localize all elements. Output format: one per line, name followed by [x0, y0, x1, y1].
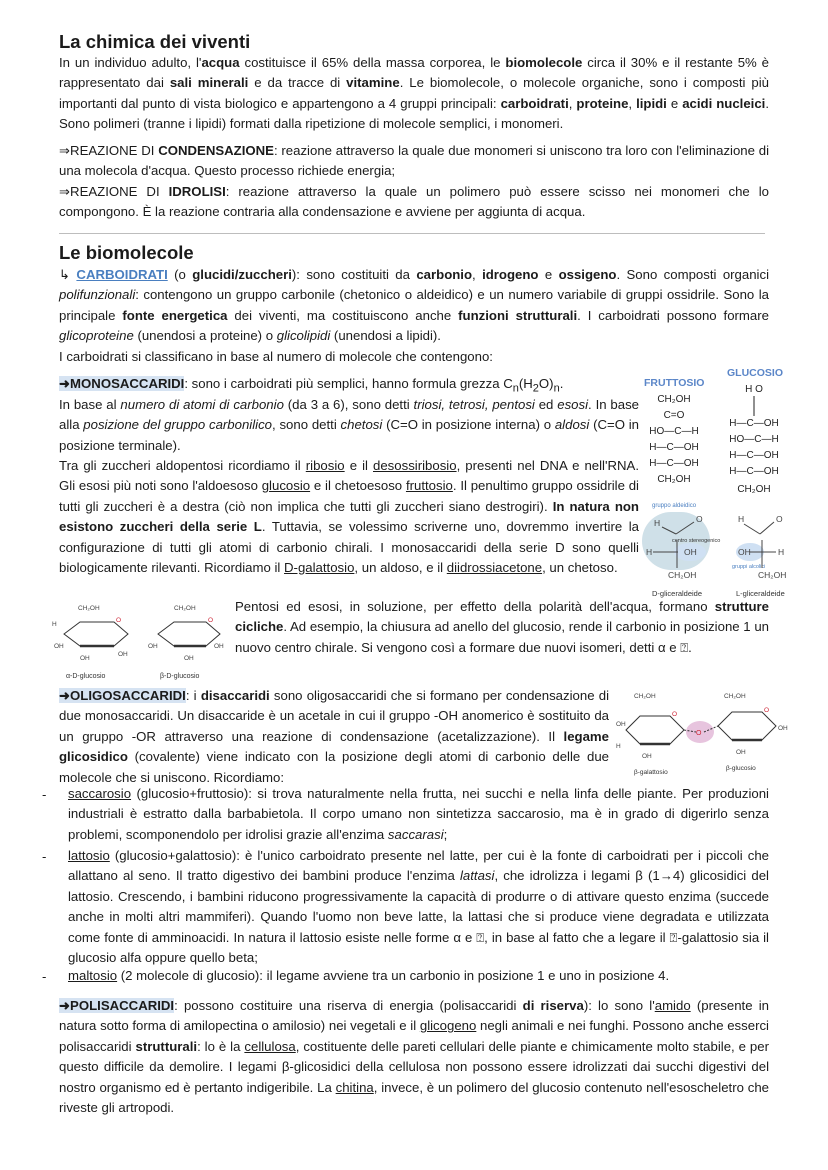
- text-segment: : reazione attraverso la quale due monomeri si uniscono tra loro con l'eliminazione di una molecola d'acqua. Questo processo richiede energia;: [59, 143, 769, 179]
- bullet-dash: -: [42, 969, 47, 984]
- beta-glucosio: [718, 693, 788, 772]
- l-gliceraldeide: [738, 514, 786, 580]
- text-segment: e: [666, 95, 683, 111]
- ring: [718, 712, 776, 740]
- glu-line: H—C—OH: [729, 418, 779, 429]
- text-segment: .: [559, 376, 564, 391]
- text-segment: 2: [532, 382, 539, 395]
- atom-ch2oh: CH₂OH: [724, 693, 746, 700]
- atom-ch2oh: CH₂OH: [174, 605, 196, 612]
- text-segment: biomolecole: [505, 55, 583, 70]
- fru-line: C=O: [663, 410, 685, 421]
- text-segment: (glucosio+fruttosio): si trova naturalmente nella frutta, nei succhi e nella linfa delle piante. Per produzioni industriali è estratto dalla barbabietola. Il corpo umano non sintetizza saccarosio, ma è in grado di digerirlo senza problemi, scomponendolo per idrolisi grazie all'enzima: [68, 786, 769, 842]
- text-segment: (presente in natura sotto forma di amilopectina o amilosio) nei vegetali e il: [59, 998, 769, 1034]
- text-segment: (C=O in posizione terminale).: [59, 417, 639, 453]
- text-segment: Pentosi ed esosi, in soluzione, per effetto della polarità dell'acqua, formano: [235, 599, 715, 614]
- text-segment: : sono i carboidrati più semplici, hanno formula grezza C: [184, 376, 513, 391]
- figure-gliceraldeide: [640, 500, 790, 600]
- atom-ch2oh: CH₂OH: [668, 570, 697, 580]
- text-segment: (unendosi a lipidi).: [330, 328, 441, 344]
- text-segment: carboidrati: [500, 95, 569, 111]
- text-segment: lattosio: [68, 848, 110, 863]
- atom-oh: OH: [616, 721, 626, 728]
- glu-line: HO—C—H: [729, 434, 779, 445]
- text-segment: strutture cicliche: [235, 599, 769, 635]
- text-segment: : possono costituire una riserva di energia (polisaccaridi: [174, 998, 523, 1013]
- glu-top: H O: [745, 384, 763, 395]
- atom-h: H: [738, 514, 745, 524]
- atom-h: H: [52, 621, 57, 628]
- text-segment: glucosio: [261, 478, 311, 494]
- text-segment: , costituente delle pareti cellulari delle piante e chimicamente molto stabile, e per questo difficile da demolire. I legami β-glicosidici della cellulosa non possono essere idrolizzati dai succhi digestivi del nostro organismo ed è pertanto indigeribile. La: [59, 1038, 769, 1095]
- text-segment: In natura non esistono zuccheri della serie L: [59, 498, 639, 535]
- fru-line: HO—C—H: [649, 426, 699, 437]
- paragraph-carboidrati: [59, 265, 769, 347]
- text-segment: dei viventi, ma costituiscono anche: [227, 307, 459, 323]
- text-segment: . Le biomolecole, o molecole organiche, sono i composti più importanti dal punto di vista biologico e appartengono a 4 gruppi principali:: [59, 75, 770, 111]
- text-segment: ribosio: [305, 458, 345, 473]
- text-segment: , che idrolizza i legami β (1→4) glicosidici del lattosio. Crescendo, i bambini riducono progressivamente la capacità di produrre o di attivare questo enzima (succede anche in molti altri mammiferi). Quando l'uomo non beve latte, la lattasi che si produce viene degradata e utilizzata come fonte di amminoacidi. In natura il lattosio esiste nelle forme α e ⍰, in base al fatto che a legare il ⍰-galattosio sia il glucosio alfa oppure quello beta;: [68, 868, 769, 966]
- text-segment: (covalente) viene indicato con la posizione degli atomi di carbonio delle due molecole che si uniscono. Ricordiamo:: [59, 749, 609, 785]
- heading-biomolecole: Le biomolecole: [59, 242, 194, 263]
- atom-oh: OH: [738, 547, 751, 557]
- text-segment: : i: [185, 688, 201, 703]
- atom-oh: OH: [184, 655, 194, 662]
- atom-h: H: [778, 547, 785, 557]
- text-segment: (2 molecole di glucosio): il legame avviene tra un carbonio in posizione 1 e uno in posizione 4.: [117, 968, 670, 983]
- paragraph-intro: [59, 53, 769, 135]
- atom-oh: OH: [80, 655, 90, 662]
- label-l-gliceraldeide: L-gliceraldeide: [736, 589, 785, 598]
- ring: [64, 622, 128, 646]
- text-segment: circa il 30% e il restante 5% è rappresentato dai: [59, 55, 770, 91]
- text-segment: , sono detti: [272, 417, 341, 433]
- text-segment: ): sono costituiti da: [291, 267, 417, 282]
- text-segment: carbonio: [416, 267, 473, 282]
- text-segment: ossigeno: [558, 267, 617, 282]
- text-segment: acidi nucleici: [682, 95, 766, 111]
- beta-galattosio: [616, 693, 684, 776]
- text-segment: acqua: [201, 55, 240, 70]
- text-segment: ed: [534, 397, 558, 412]
- note-aldeidico: gruppo aldeidico: [652, 503, 697, 509]
- text-segment: vitamine: [346, 75, 400, 91]
- text-segment: e da tracce di: [248, 75, 347, 91]
- text-segment: lipidi: [636, 95, 667, 111]
- text-segment: idrogeno: [482, 267, 539, 282]
- bond: [744, 524, 760, 534]
- text-segment: strutturali: [135, 1038, 198, 1054]
- text-segment: In un individuo adulto, l': [59, 55, 202, 70]
- glu-line: H—C—OH: [729, 450, 779, 461]
- text-segment: (glucosio+galattosio): è l'unico carboidrato presente nel latte, per cui è la fonte di carboidrati per i piccoli che allattano al seno. Il tratto digestivo dei bambini produce l'enzima: [68, 848, 769, 884]
- list-item-maltosio: [68, 966, 769, 986]
- text-segment: (o: [167, 267, 193, 282]
- section-divider: [59, 233, 765, 234]
- text-segment: triosi, tetrosi, pentosi: [413, 397, 535, 412]
- fruttosio-structure: [649, 394, 698, 485]
- text-segment: aldosi: [554, 417, 590, 433]
- text-segment: ➜OLIGOSACCARIDI: [59, 688, 186, 703]
- text-segment: (H: [518, 376, 533, 391]
- atom-ch2oh: CH₂OH: [634, 693, 656, 700]
- text-segment: chitina: [335, 1079, 374, 1095]
- atom-o: O: [776, 514, 783, 524]
- text-segment: desossiribosio: [373, 458, 457, 473]
- heading-chimica-viventi: La chimica dei viventi: [59, 31, 251, 52]
- text-segment: glicogeno: [419, 1018, 477, 1034]
- figure-lattosio: [612, 686, 790, 778]
- text-segment: costituisce il 65% della massa corporea, le: [239, 55, 506, 70]
- text-segment: ,: [628, 95, 637, 111]
- text-segment: chetosi: [340, 417, 383, 433]
- text-segment: amido: [654, 998, 691, 1013]
- text-segment: e il chetoesoso: [310, 478, 406, 494]
- list-item-lattosio: [68, 846, 769, 968]
- text-segment: (da 3 a 6), sono detti: [283, 397, 414, 412]
- label-beta-glucosio: β-glucosio: [726, 765, 756, 772]
- beta-d-glucosio: [148, 605, 224, 680]
- paragraph-oligosaccaridi: [59, 686, 609, 788]
- alpha-d-glucosio: [52, 605, 128, 680]
- text-segment: glucidi/zuccheri: [192, 267, 292, 282]
- text-segment: fruttosio: [405, 478, 453, 494]
- text-segment: glicoproteine: [59, 328, 134, 344]
- text-segment: e il: [344, 458, 373, 473]
- text-segment: . Il penultimo gruppo ossidrile di tutti gli zuccheri è a destra (ciò non implica che tutti gli zuccheri siano destrogiri).: [59, 478, 639, 514]
- paragraph-classify: I carboidrati si classificano in base al numero di molecole che contengono:: [59, 349, 493, 364]
- atom-oh: OH: [148, 643, 158, 650]
- atom-oh: OH: [54, 643, 64, 650]
- text-segment: polifunzionali: [59, 287, 136, 303]
- text-segment: glicolipidi: [276, 328, 331, 344]
- atom-oh: OH: [778, 725, 788, 732]
- atom-oh: OH: [642, 753, 652, 760]
- text-segment: (unendosi a proteine) o: [133, 328, 277, 344]
- text-segment: e: [538, 267, 559, 282]
- atom-o: O: [764, 707, 770, 714]
- text-segment: ): lo sono l': [583, 998, 655, 1013]
- fru-line: H—C—OH: [649, 458, 699, 469]
- text-segment: , un aldoso, e il: [354, 560, 447, 576]
- text-segment: Tra gli zuccheri aldopentosi ricordiamo il: [59, 458, 306, 473]
- text-segment: fonte energetica: [122, 307, 228, 323]
- text-segment: ;: [443, 826, 448, 842]
- text-segment: n: [512, 382, 519, 395]
- text-segment: D-galattosio: [284, 560, 355, 576]
- bullet-dash: -: [42, 849, 47, 864]
- text-segment: . I carboidrati possono formare: [577, 307, 769, 323]
- atom-o: O: [672, 711, 678, 718]
- bond: [760, 522, 774, 534]
- label-beta-galattosio: β-galattosio: [634, 769, 668, 776]
- atom-oh: OH: [214, 643, 224, 650]
- text-segment: . Sono composti organici: [616, 267, 769, 282]
- atom-h: H: [616, 743, 621, 750]
- ring: [158, 622, 220, 646]
- text-segment: ,: [472, 267, 483, 282]
- label-glucosio: GLUCOSIO: [727, 367, 784, 379]
- atom-ch2oh: CH₂OH: [758, 570, 787, 580]
- text-segment: . Tuttavia, se volessimo scriverne uno, dovremmo invertire la configurazione di tutti gli atomi di carbonio chirali. I monosaccaridi della serie D sono quelli biologicamente rilevanti. Ricordiamo il: [59, 519, 639, 576]
- atom-o: O: [696, 514, 703, 524]
- ring: [626, 716, 684, 744]
- atom-oh: OH: [684, 547, 697, 557]
- bullet-dash: -: [42, 787, 47, 802]
- atom-o: O: [116, 617, 122, 624]
- text-segment: , un chetoso.: [542, 560, 618, 576]
- text-segment: proteine: [576, 95, 629, 111]
- text-segment: n: [553, 382, 560, 395]
- text-segment: O): [538, 376, 554, 391]
- text-segment: saccarosio: [68, 786, 132, 801]
- text-segment: (C=O in posizione interna) o: [382, 417, 555, 433]
- atom-o-bridge: O: [696, 730, 702, 737]
- label-alpha-d-glucosio: α-D-glucosio: [66, 673, 106, 680]
- text-segment: maltosio: [68, 968, 118, 983]
- text-segment: esosi: [557, 397, 589, 412]
- text-segment: ↳: [59, 267, 77, 282]
- fru-line: CH₂OH: [657, 474, 691, 485]
- text-segment: ,: [568, 95, 577, 111]
- paragraph-monosaccaridi-carbon: [59, 395, 639, 456]
- text-segment: disaccaridi: [200, 688, 270, 703]
- atom-o: O: [208, 617, 214, 624]
- figure-haworth-glucose: [50, 600, 230, 684]
- text-segment: CARBOIDRATI: [76, 267, 168, 282]
- text-segment: : lo è la: [197, 1038, 245, 1054]
- text-segment: cellulosa: [244, 1038, 296, 1054]
- text-segment: funzioni strutturali: [458, 307, 578, 323]
- text-segment: . In base alla: [59, 397, 640, 433]
- paragraph-cyclic: [235, 597, 769, 658]
- text-segment: ⇒REAZIONE DI: [59, 143, 159, 158]
- text-segment: di riserva: [522, 998, 584, 1013]
- text-segment: ➜POLISACCARIDI: [59, 998, 175, 1013]
- atom-oh: OH: [118, 651, 128, 658]
- text-segment: In base al: [59, 397, 121, 412]
- paragraph-hydrolysis: [59, 182, 769, 223]
- label-d-gliceraldeide: D-gliceraldeide: [652, 589, 703, 598]
- text-segment: posizione del gruppo carbonilico: [83, 417, 273, 433]
- text-segment: , presenti nel DNA e nell'RNA. Gli esosi più noti sono l'aldoesoso: [59, 458, 640, 494]
- text-segment: numero di atomi di carbonio: [120, 397, 284, 412]
- figure-fischer-projections: [638, 364, 788, 499]
- text-segment: saccarasi: [387, 826, 444, 842]
- paragraph-polisaccaridi: [59, 996, 769, 1118]
- text-segment: : contengono un gruppo carbonile (chetonico o aldeidico) e un numero variabile di gruppi ossidrile. Sono la principale: [59, 287, 769, 323]
- text-segment: CONDENSAZIONE: [158, 143, 274, 158]
- label-fruttosio: FRUTTOSIO: [644, 377, 705, 389]
- text-segment: . Ad esempio, la chiusura ad anello del glucosio, rende il carbonio in posizione 1 un nuovo centro chirale. Si vengono così a formare due nuovi isomeri, detti α e ⍰.: [235, 619, 769, 655]
- text-segment: sono oligosaccaridi che si formano per condensazione di due monosaccaridi. Un disaccaride è un acetale in cui il gruppo -OH anomerico è sostituito da un gruppo -OR attraverso una reazione di condensazione (acetalizzazione). Il: [59, 688, 610, 744]
- note-alcolici: gruppi alcolici: [732, 564, 766, 570]
- text-segment: lattasi: [459, 868, 495, 884]
- glu-line: CH₂OH: [737, 484, 771, 495]
- list-item-saccarosio: [68, 784, 769, 845]
- glu-line: H—C—OH: [729, 466, 779, 477]
- paragraph-condensation: [59, 141, 769, 182]
- glucosio-structure: [729, 384, 778, 495]
- atom-oh: OH: [736, 749, 746, 756]
- fru-line: H—C—OH: [649, 442, 699, 453]
- text-segment: diidrossiacetone: [446, 560, 543, 576]
- label-beta-d-glucosio: β-D-glucosio: [160, 673, 200, 680]
- paragraph-monosaccaridi-details: [59, 456, 639, 578]
- atom-h: H: [654, 518, 661, 528]
- atom-h: H: [646, 547, 653, 557]
- text-segment: IDROLISI: [168, 184, 226, 199]
- fru-line: CH₂OH: [657, 394, 691, 405]
- text-segment: legame glicosidico: [59, 728, 609, 765]
- note-centro: centro stereogenico: [672, 538, 721, 544]
- text-segment: : reazione attraverso la quale un polimero può essere scisso nei monomeri che lo compongono. È la reazione contraria alla condensazione e avviene per aggiunta di acqua.: [59, 184, 769, 220]
- text-segment: ➜MONOSACCARIDI: [59, 376, 185, 391]
- text-segment: negli animali e nei funghi. Possono anche esserci polisaccaridi: [59, 1018, 769, 1054]
- text-segment: ⇒REAZIONE DI: [59, 184, 169, 199]
- text-segment: , invece, è un polimero del glucosio contenuto nell'esoscheletro che riveste gli artropodi.: [59, 1079, 769, 1116]
- atom-ch2oh: CH₂OH: [78, 605, 100, 612]
- text-segment: . Sono polimeri (tranne i lipidi) formati dalla ripetizione di molecole semplici, i monomeri.: [59, 95, 770, 132]
- text-segment: sali minerali: [169, 75, 249, 91]
